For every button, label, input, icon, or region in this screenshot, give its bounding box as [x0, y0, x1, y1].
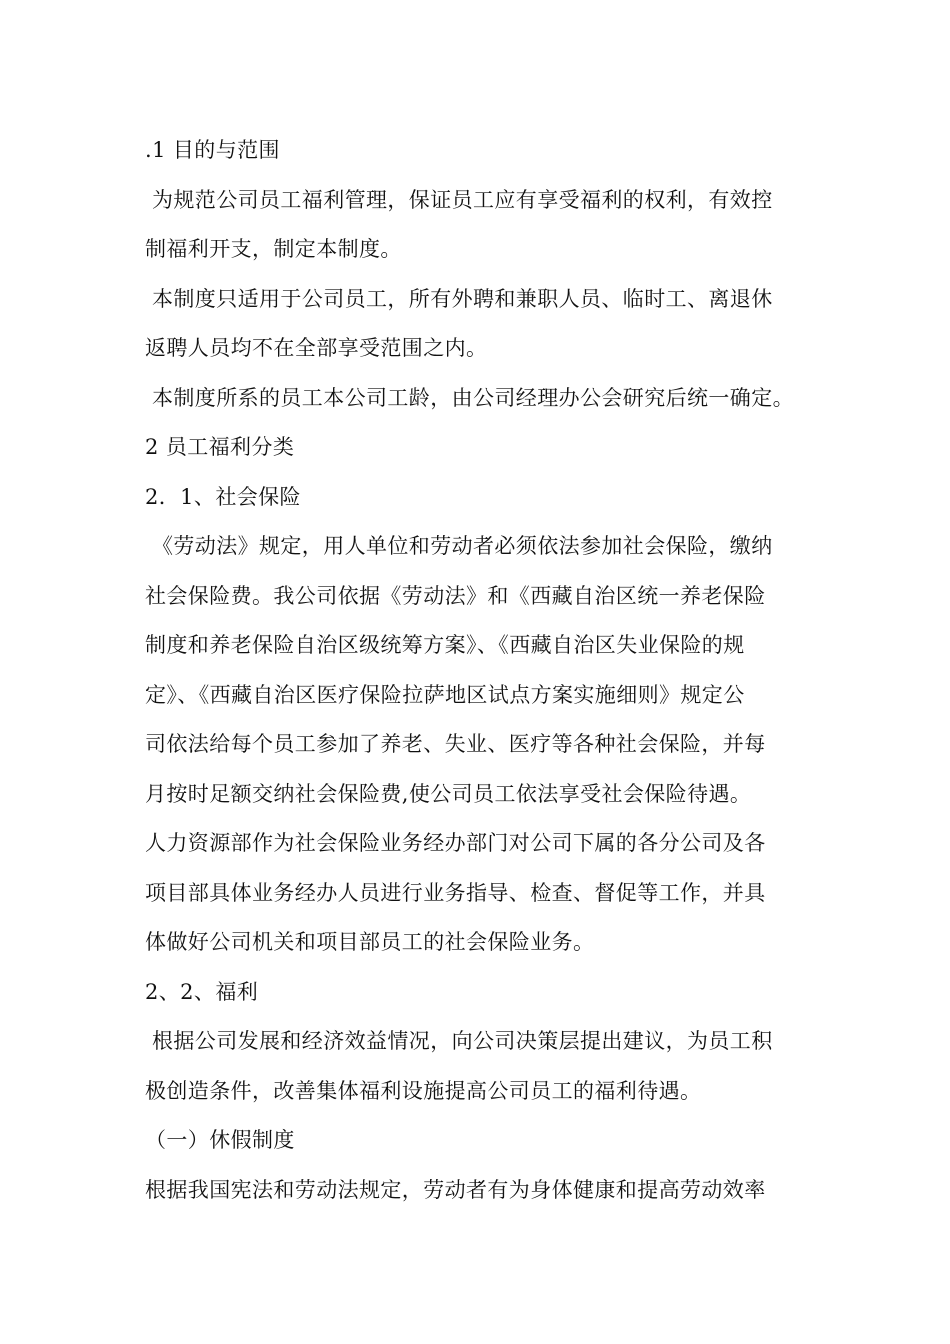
paragraph-line: 极创造条件，改善集体福利设施提高公司员工的福利待遇。 [145, 1078, 702, 1103]
paragraph-line: 为规范公司员工福利管理，保证员工应有享受福利的权利，有效控 [152, 187, 773, 212]
paragraph-line: 本制度只适用于公司员工，所有外聘和兼职人员、临时工、离退休 [152, 286, 773, 311]
subsection-heading-2-2: 2、2、福利 [145, 979, 259, 1004]
paragraph-line: 人力资源部作为社会保险业务经办部门对公司下属的各分公司及各 [145, 831, 766, 855]
paragraph-line: 制度和养老保险自治区级统筹方案》、《西藏自治区失业保险的规 [145, 633, 745, 657]
document-body [145, 126, 810, 1215]
subsection-heading-holiday: （一）休假制度 [145, 1128, 295, 1152]
paragraph-line: 根据我国宪法和劳动法规定，劳动者有为身体健康和提高劳动效率 [145, 1177, 766, 1202]
section-heading-2: 2 员工福利分类 [145, 435, 295, 459]
subsection-heading-2-1: 2．1、社会保险 [145, 484, 301, 509]
paragraph-line: 根据公司发展和经济效益情况，向公司决策层提出建议，为员工积 [152, 1029, 773, 1053]
paragraph-line: 项目部具体业务经办人员进行业务指导、检查、督促等工作，并具 [145, 880, 766, 905]
paragraph-line: 本制度所系的员工本公司工龄，由公司经理办公会研究后统一确定。 [152, 385, 794, 410]
paragraph-line: 定》、《西藏自治区医疗保险拉萨地区试点方案实施细则》规定公 [145, 682, 745, 707]
paragraph-line: 社会保险费。我公司依据《劳动法》和《西藏自治区统一养老保险 [145, 583, 766, 608]
paragraph-line: 司依法给每个员工参加了养老、失业、医疗等各种社会保险，并每 [145, 732, 766, 756]
paragraph-line: 返聘人员均不在全部享受范围之内。 [145, 336, 488, 360]
paragraph-line: 制福利开支，制定本制度。 [145, 237, 402, 261]
paragraph-line: 月按时足额交纳社会保险费,使公司员工依法享受社会保险待遇。 [145, 781, 752, 806]
section-heading-1: .1 目的与范围 [145, 138, 280, 162]
paragraph-line: 体做好公司机关和项目部员工的社会保险业务。 [145, 930, 595, 954]
paragraph-line: 《劳动法》规定，用人单位和劳动者必须依法参加社会保险，缴纳 [152, 534, 773, 558]
